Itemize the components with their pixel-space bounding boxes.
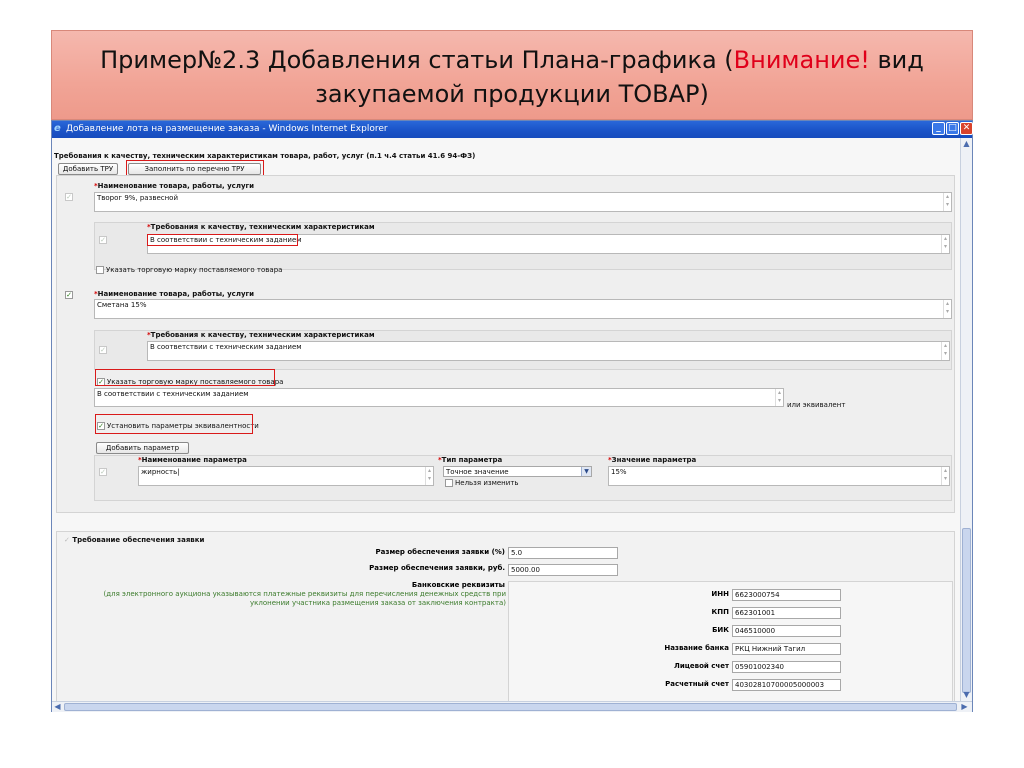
item1-quality-field[interactable]: В соответствии с техническим заданием ▴ ▾ — [147, 234, 950, 254]
equivalence-label: Установить параметры эквивалентности — [107, 422, 259, 430]
cannot-change-label: Нельзя изменить — [455, 479, 519, 487]
param-name-label: *Наименование параметра — [138, 456, 247, 464]
inn-input[interactable]: 6623000754 — [732, 589, 841, 601]
horizontal-scroll-thumb[interactable] — [64, 703, 957, 711]
param-row-checkbox[interactable]: ✓ — [100, 468, 106, 476]
ie-logo-icon: e — [54, 123, 61, 134]
highlight-equivalence — [95, 414, 253, 434]
textarea-scroll-icon[interactable]: ▴ ▾ — [775, 389, 783, 406]
param-value-field[interactable]: 15% ▴ ▾ — [608, 466, 950, 486]
scroll-up-icon[interactable]: ▲ — [963, 139, 970, 148]
security-header: ✓ Требование обеспечения заявки — [64, 536, 205, 544]
item2-trademark-checkbox[interactable]: ✓ — [98, 378, 104, 386]
item1-name-field[interactable]: Творог 9%, развесной ▴ ▾ — [94, 192, 952, 212]
slide-title — [51, 30, 973, 120]
textarea-scroll-icon[interactable]: ▴ ▾ — [941, 467, 949, 485]
cannot-change-checkbox[interactable] — [445, 479, 453, 487]
textarea-scroll-icon[interactable]: ▴ ▾ — [941, 235, 949, 253]
scroll-right-icon[interactable]: ▶ — [961, 702, 968, 711]
param-name-field[interactable]: жирность| ▴ ▾ — [138, 466, 434, 486]
ie-window — [51, 120, 973, 712]
item1-quality-checkbox[interactable]: ✓ — [100, 236, 106, 244]
item1-quality-label: *Требования к качеству, техническим характеристикам — [147, 223, 375, 231]
param-type-label: *Тип параметра — [438, 456, 503, 464]
item1-trademark-checkbox[interactable] — [96, 266, 104, 274]
size-percent-input[interactable]: 5.0 — [508, 547, 618, 559]
page-content — [52, 138, 960, 701]
requirements-header: Требования к качеству, техническим характеристикам товара, работ, услуг (п.1 ч.4 статьи 41.6 94-ФЗ) — [54, 152, 476, 160]
maximize-icon[interactable]: □ — [946, 122, 959, 135]
size-percent-label: Размер обеспечения заявки (%) — [375, 548, 505, 556]
add-tru-button[interactable]: Добавить ТРУ — [58, 163, 118, 175]
warning-text: Внимание! — [733, 46, 870, 74]
textarea-scroll-icon[interactable]: ▴ ▾ — [943, 193, 951, 211]
item2-trademark-field[interactable]: В соответствии с техническим заданием ▴ ▾ — [94, 388, 784, 407]
size-rub-input[interactable]: 5000.00 — [508, 564, 618, 576]
inn-label: ИНН — [711, 590, 729, 598]
settlement-account-input[interactable]: 40302810700005000003 — [732, 679, 841, 691]
scroll-down-icon[interactable]: ▼ — [963, 690, 970, 699]
bik-label: БИК — [712, 626, 729, 634]
fill-from-list-button[interactable]: Заполнить по перечню ТРУ — [128, 163, 261, 175]
slide-title-line1: Пример№2.3 Добавления статьи Плана-графика (Внимание! вид — [100, 46, 924, 74]
item2-quality-checkbox[interactable]: ✓ — [100, 346, 106, 354]
window-title: Добавление лота на размещение заказа - Windows Internet Explorer — [66, 124, 388, 134]
bank-details-panel — [508, 581, 953, 701]
param-type-select[interactable]: Точное значение ▼ — [443, 466, 592, 477]
vertical-scrollbar[interactable] — [960, 138, 972, 701]
item2-name-label: *Наименование товара, работы, услуги — [94, 290, 255, 298]
settlement-account-label: Расчетный счет — [665, 680, 729, 688]
textarea-scroll-icon[interactable]: ▴ ▾ — [943, 300, 951, 318]
window-titlebar[interactable] — [52, 121, 972, 138]
kpp-label: КПП — [711, 608, 729, 616]
bank-details-label: Банковские реквизиты — [411, 581, 505, 589]
or-equivalent-label: или эквивалент — [787, 401, 846, 409]
kpp-input[interactable]: 662301001 — [732, 607, 841, 619]
item2-name-field[interactable]: Сметана 15% ▴ ▾ — [94, 299, 952, 319]
slide-title-line2: закупаемой продукции ТОВАР) — [315, 80, 709, 108]
item1-checkbox[interactable]: ✓ — [66, 193, 72, 201]
horizontal-scrollbar[interactable] — [52, 701, 972, 712]
personal-account-label: Лицевой счет — [674, 662, 729, 670]
textarea-scroll-icon[interactable]: ▴ ▾ — [425, 467, 433, 485]
vertical-scroll-thumb[interactable] — [962, 528, 971, 693]
highlight-trademark — [95, 369, 275, 386]
add-param-button[interactable]: Добавить параметр — [96, 442, 189, 454]
param-value-label: *Значение параметра — [608, 456, 697, 464]
item2-checkbox[interactable]: ✓ — [66, 291, 72, 299]
personal-account-input[interactable]: 05901002340 — [732, 661, 841, 673]
item2-quality-field[interactable]: В соответствии с техническим заданием ▴ ▾ — [147, 341, 950, 361]
minimize-icon[interactable]: _ — [932, 122, 945, 135]
item1-trademark-label: Указать торговую марку поставляемого товара — [106, 266, 283, 274]
highlight-quality-1 — [147, 234, 298, 246]
item2-quality-label: *Требования к качеству, техническим характеристикам — [147, 331, 375, 339]
textarea-scroll-icon[interactable]: ▴ ▾ — [941, 342, 949, 360]
equivalence-checkbox[interactable]: ✓ — [98, 422, 104, 430]
item1-name-label: *Наименование товара, работы, услуги — [94, 182, 255, 190]
chevron-down-icon[interactable]: ▼ — [581, 467, 591, 476]
bank-details-note: (для электронного аукциона указываются платежные реквизиты для перечисления денежных средств при уклонении участника размещения заказа от заключения контракта) — [103, 590, 506, 607]
scroll-left-icon[interactable]: ◀ — [54, 702, 61, 711]
size-rub-label: Размер обеспечения заявки, руб. — [369, 564, 505, 572]
bik-input[interactable]: 046510000 — [732, 625, 841, 637]
item2-trademark-label: Указать торговую марку поставляемого товара — [107, 378, 284, 386]
bank-name-label: Название банка — [664, 644, 729, 652]
bank-name-input[interactable]: РКЦ Нижний Тагил — [732, 643, 841, 655]
close-icon[interactable]: ✕ — [960, 122, 973, 135]
